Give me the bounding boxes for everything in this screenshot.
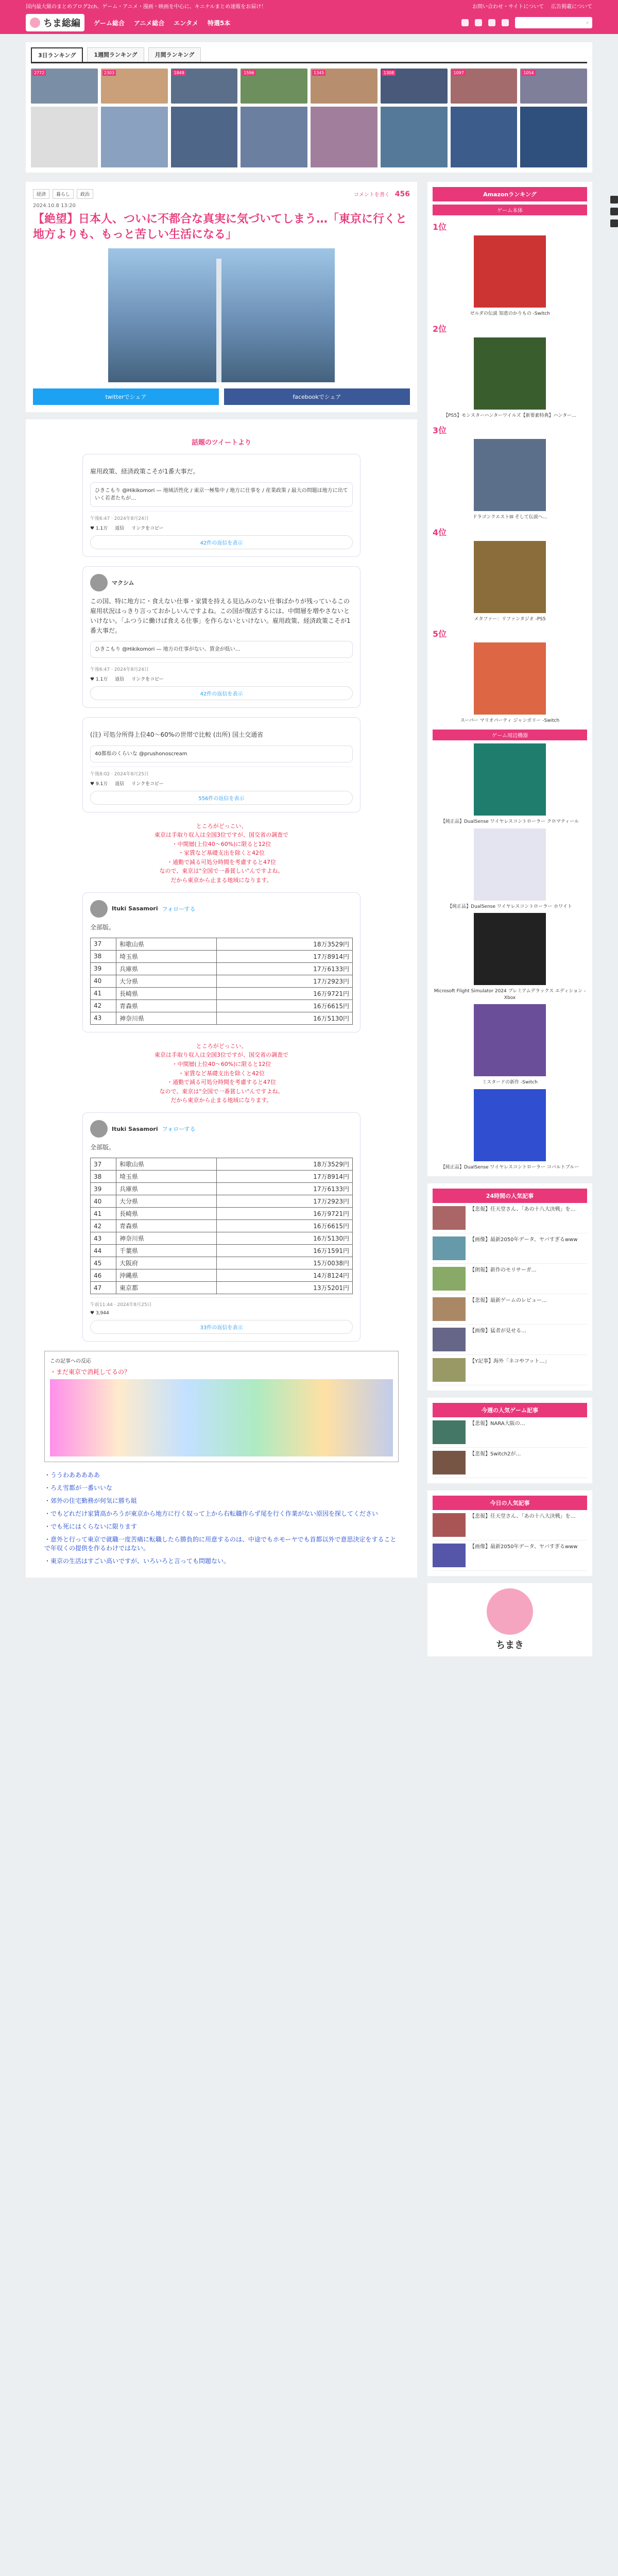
- ranking-thumb[interactable]: 1097: [451, 69, 518, 104]
- like-button[interactable]: ♥ 3,944: [90, 1311, 109, 1316]
- search-input[interactable]: [515, 17, 592, 28]
- table-cell: 17万6133円: [216, 1183, 352, 1195]
- youtube-icon[interactable]: [488, 19, 495, 26]
- logo-icon: [30, 18, 40, 28]
- table-cell: 38: [91, 1171, 116, 1183]
- table-cell: 18万3529円: [216, 1158, 352, 1171]
- product-image[interactable]: [474, 743, 546, 816]
- copy-link-button[interactable]: リンクをコピー: [131, 781, 164, 787]
- table-cell: 神奈川県: [116, 1232, 217, 1245]
- reply-button[interactable]: 返信: [115, 781, 125, 787]
- ranking-thumb[interactable]: 2772: [31, 69, 98, 104]
- table-row: [91, 1220, 353, 1232]
- ranking-thumb[interactable]: 2303: [101, 69, 168, 104]
- table-cell: 17万8914円: [216, 1171, 352, 1183]
- table-row: [91, 1282, 353, 1294]
- ranking-thumb[interactable]: 1596: [241, 69, 307, 104]
- reply-button[interactable]: 返信: [115, 677, 125, 683]
- product-image[interactable]: [474, 828, 546, 901]
- table-cell: 沖縄県: [116, 1269, 217, 1282]
- ranking-thumb[interactable]: [241, 107, 307, 167]
- main-nav: [94, 19, 230, 27]
- table-cell: 39: [91, 962, 116, 975]
- contact-link[interactable]: お問い合わせ・サイトについて: [472, 4, 544, 10]
- table-cell: 15万0038円: [216, 1257, 352, 1269]
- table-cell: 14万8124円: [216, 1269, 352, 1282]
- twitter-icon[interactable]: [461, 19, 469, 26]
- table-row: [91, 1195, 353, 1208]
- popular-week: 今週の人気ゲーム記事 【悲報】NARA大阪の… 【悲報】Switch2が…: [427, 1398, 592, 1483]
- tab-1week[interactable]: 1週間ランキング: [87, 47, 144, 62]
- table-cell: 大阪府: [116, 1257, 217, 1269]
- table-cell: 40: [91, 1195, 116, 1208]
- table-cell: 37: [91, 938, 116, 950]
- table-cell: 44: [91, 1245, 116, 1257]
- ranking-widget: [26, 42, 592, 173]
- table-row: [91, 1012, 353, 1024]
- table-row: [91, 1208, 353, 1220]
- table-row: [91, 1257, 353, 1269]
- ranking-thumb[interactable]: 1054: [520, 69, 587, 104]
- tweet-embed: Ituki Sasamori フォローする 全部版。 37 和歌山県 18万3529円 38 埼玉県 17万8914円 39 兵庫県 17万6133円 40 大分県 17万2923円 41 長崎県 16万9721円 42 青森県 16万6615円 43 神奈川県 16万5130円 44 千葉県 16万1591円 45 大阪府 15万0038円 46 沖縄県 14万8124円 47 東京都 13万5201円 午前11:44 · 2024年8月25日 ♥ 3,944 33件の返信を表示: [82, 1112, 360, 1342]
- copy-link-button[interactable]: リンクをコピー: [131, 677, 164, 683]
- table-cell: 和歌山県: [116, 938, 217, 950]
- tweet-embed: マクシム この国、特に地方に・食えない仕事・家賃を持える見込みのない仕事ばかりが残っているこの雇用状況はっきり言っておかしいんですよね。この国が復活するには、中間層を増やさないといけない。「ふつうに働けば食える仕事」を作らないといけない。雇用政策、経済政策こそが1番大事だ。 ひきこもり @Hikikomori — 地方の仕事がない、賃金が低い… 午後6:47 · 2024年8月24日 ♥ 1.1万 返信 リンクをコピー 42件の返信を表示: [82, 566, 360, 708]
- ranking-thumb[interactable]: 1849: [171, 69, 238, 104]
- table-cell: 16万1591円: [216, 1245, 352, 1257]
- table-cell: 和歌山県: [116, 1158, 217, 1171]
- table-cell: 東京都: [116, 1282, 217, 1294]
- list-item[interactable]: 【悲報】任天堂さん、「あの十八大決戦」を…: [433, 1510, 587, 1540]
- product-image[interactable]: [474, 642, 546, 715]
- product-image[interactable]: [474, 439, 546, 511]
- table-cell: 長崎県: [116, 1208, 217, 1220]
- ranking-thumb[interactable]: [101, 107, 168, 167]
- table-cell: 埼玉県: [116, 950, 217, 962]
- note-block: ところがどっこい、 東京は手取り収入は全国3位ですが、国交省の調査で ・中間層(上位40〜60%)に限ると12位 ・家賃など基礎支出を除くと42位 ・通勤で減る可処分時間を考慮すると47位 なので、東京は"全国で一番貧しい"んですよね。 だから東京から止まる地域になります。: [154, 822, 288, 884]
- table-cell: 42: [91, 1220, 116, 1232]
- facebook-share-button[interactable]: facebookでシェア: [224, 388, 410, 405]
- tag[interactable]: 経済: [33, 189, 49, 199]
- more-replies[interactable]: 33件の返信を表示: [90, 1320, 353, 1334]
- table-cell: 42: [91, 999, 116, 1012]
- table-row: [91, 938, 353, 950]
- table-cell: 38: [91, 950, 116, 962]
- rank-table: [90, 1158, 353, 1294]
- product-image[interactable]: [474, 1004, 546, 1076]
- product-image[interactable]: [474, 541, 546, 613]
- list-item[interactable]: 【悲報】任天堂さん、「あの十八大決戦」を…: [433, 1203, 587, 1233]
- section-heading: 話題のツイートより: [191, 439, 252, 447]
- tag[interactable]: 政治: [77, 189, 93, 199]
- table-row: [91, 1232, 353, 1245]
- mascot-image: [487, 1588, 533, 1635]
- copy-link-button[interactable]: リンクをコピー: [131, 526, 164, 531]
- table-cell: 43: [91, 1012, 116, 1024]
- site-header: [0, 11, 618, 34]
- reaction-section: この記事への反応 ・まだ東京で消耗してるの？: [44, 1351, 399, 1462]
- float-top-icon[interactable]: [610, 219, 618, 227]
- avatar: [90, 574, 108, 591]
- product-image[interactable]: [474, 235, 546, 308]
- product-image[interactable]: [474, 1089, 546, 1161]
- like-button[interactable]: ♥ 1.1万: [90, 526, 108, 531]
- table-cell: 41: [91, 1208, 116, 1220]
- table-cell: 40: [91, 975, 116, 987]
- popular-today: 今日の人気記事 【悲報】任天堂さん、「あの十八大決戦」を… 【画像】最新2050年データ、ヤバすぎるwww: [427, 1490, 592, 1576]
- table-cell: 47: [91, 1282, 116, 1294]
- like-button[interactable]: ♥ 1.1万: [90, 677, 108, 683]
- amazon-ranking: Amazonランキング ゲーム本体 1位 ゼルダの伝説 知恵のかりもの -Switch 2位 【PS5】モンスターハンターワイルズ【新要素特典】ハンター... 3位 ドラゴンクエストIII そして伝説へ... 4位 メタファー：リファンタジオ -PS5 5位 スーパー マリオパーティ ジャンボリー -Switch ゲーム周辺機器 【純正品】DualSense ワイヤレスコントローラー クロマティール 【純正品】DualSense ワイヤレスコントローラー ホワイト Microsoft Flight Simulator 2024 プレミアムデラックス エディション -Xbox ミスタードの新作 -Switch 【純正品】DualSense ワイヤレスコントローラー コバルトブルー: [427, 182, 592, 1176]
- list-item[interactable]: 【悲報】Switch2が…: [433, 1448, 587, 1478]
- more-replies[interactable]: 42件の返信を表示: [90, 686, 353, 700]
- table-cell: 16万6615円: [216, 1220, 352, 1232]
- table-cell: 16万9721円: [216, 987, 352, 999]
- list-item[interactable]: 【悲報】最新ゲームのレビュー…: [433, 1294, 587, 1325]
- article-body: [26, 419, 417, 1578]
- list-item[interactable]: 【画像】最新2050年データ、ヤバすぎるwww: [433, 1540, 587, 1571]
- table-row: [91, 975, 353, 987]
- table-cell: 17万2923円: [216, 975, 352, 987]
- more-replies[interactable]: 556件の返信を表示: [90, 791, 353, 805]
- reply-button[interactable]: 返信: [115, 526, 125, 531]
- tag[interactable]: 暮らし: [53, 189, 74, 199]
- table-cell: 大分県: [116, 1195, 217, 1208]
- list-item[interactable]: 【画像】最新2050年データ、ヤバすぎるwww: [433, 1233, 587, 1264]
- ranking-thumb[interactable]: [520, 107, 587, 167]
- list-item[interactable]: 【Y記事】海外「ネコやフット…」: [433, 1355, 587, 1385]
- table-cell: 青森県: [116, 1220, 217, 1232]
- topbar: [0, 0, 618, 11]
- topbar-tagline: 国内最大級のまとめブログ2ch、ゲーム・アニメ・漫画・映画を中心に、キニナルまとめ速報をお届け！: [26, 4, 267, 10]
- follow-button[interactable]: フォローする: [162, 905, 196, 912]
- more-replies[interactable]: 42件の返信を表示: [90, 535, 353, 549]
- twitter-share-button[interactable]: twitterでシェア: [33, 388, 219, 405]
- list-item[interactable]: 【朗報】新作のモリサーガ…: [433, 1264, 587, 1294]
- list-item[interactable]: 【悲報】NARA大阪の…: [433, 1417, 587, 1448]
- hero-image: [108, 248, 335, 382]
- post-date: 2024.10.8 13:20: [33, 203, 76, 209]
- table-cell: 青森県: [116, 999, 217, 1012]
- nav-game[interactable]: ゲーム総合: [94, 19, 125, 27]
- table-cell: 16万5130円: [216, 1232, 352, 1245]
- ranking-thumb[interactable]: [451, 107, 518, 167]
- nav-entame[interactable]: エンタメ: [174, 19, 198, 27]
- tab-3day[interactable]: 3日ランキング: [31, 47, 83, 62]
- nav-tokusen[interactable]: 特選5本: [207, 19, 231, 27]
- table-cell: 神奈川県: [116, 1012, 217, 1024]
- note-block: ところがどっこい、 東京は手取り収入は全国3位ですが、国交省の調査で ・中間層(上位40〜60%)に限ると12位 ・家賃など基礎支出を除くと42位 ・通勤で減る可処分時間を考慮すると47位 なので、東京は"全国で一番貧しい"んですよね。 だから東京から止まる地域になります。: [154, 1042, 288, 1104]
- search-icon: ⌕: [586, 19, 589, 26]
- list-item[interactable]: 【画像】猛者が見せる…: [433, 1325, 587, 1355]
- rank-table: [90, 938, 353, 1025]
- ranking-thumb[interactable]: [171, 107, 238, 167]
- table-cell: 埼玉県: [116, 1171, 217, 1183]
- table-cell: 45: [91, 1257, 116, 1269]
- table-row: [91, 1245, 353, 1257]
- table-cell: 千葉県: [116, 1245, 217, 1257]
- comparison-image: [50, 1379, 393, 1456]
- facebook-icon[interactable]: [475, 19, 482, 26]
- comment-link[interactable]: コメントを書く: [353, 192, 390, 198]
- ranking-thumb[interactable]: [381, 107, 448, 167]
- table-cell: 46: [91, 1269, 116, 1282]
- floating-share: [610, 196, 618, 227]
- table-cell: 16万6615円: [216, 999, 352, 1012]
- table-cell: 37: [91, 1158, 116, 1171]
- table-cell: 17万8914円: [216, 950, 352, 962]
- table-cell: 13万5201円: [216, 1282, 352, 1294]
- table-cell: 長崎県: [116, 987, 217, 999]
- table-row: [91, 1269, 353, 1282]
- tweet-embed: 雇用政策、経済政策こそが1番大事だ。 ひきこもり @Hikikomori — 地域活性化 / 東京一極集中 / 地方に仕事を / 産業政策 / 最大の問題は地方に出ていく若者たちが… 午後6:47 · 2024年8月24日 ♥ 1.1万 返信 リンクをコピー 42件の返信を表示: [82, 454, 360, 556]
- ranking-thumb[interactable]: 1308: [381, 69, 448, 104]
- mascot-box: ちまき: [427, 1583, 592, 1656]
- article-header: [26, 182, 417, 412]
- table-cell: 兵庫県: [116, 962, 217, 975]
- float-comment-icon[interactable]: [610, 208, 618, 215]
- table-cell: 16万9721円: [216, 1208, 352, 1220]
- table-cell: 16万5130円: [216, 1012, 352, 1024]
- table-row: [91, 1158, 353, 1171]
- site-logo[interactable]: ちま総編: [26, 14, 84, 31]
- like-button[interactable]: ♥ 9.1万: [90, 781, 108, 787]
- tweet-embed: (注) 可処分所得上位40〜60%の世帯で比較 (出所) 国土交通省 40都県のくらいな @prushonoscream 午後8:02 · 2024年8月25日 ♥ 9.1万 返信 リンクをコピー 556件の返信を表示: [82, 717, 360, 812]
- table-cell: 17万6133円: [216, 962, 352, 975]
- table-cell: 41: [91, 987, 116, 999]
- ranking-thumb[interactable]: 1345: [311, 69, 377, 104]
- page-title: 【絶望】日本人、ついに不都合な真実に気づいてしまう…「東京に行くと地方よりも、もっと苦しい生活になる」: [33, 213, 407, 241]
- table-row: [91, 999, 353, 1012]
- rss-icon[interactable]: [502, 19, 509, 26]
- ranking-thumb[interactable]: [311, 107, 377, 167]
- tweet-embed: Ituki Sasamori フォローする 全部版。 37 和歌山県 18万3529円 38 埼玉県 17万8914円 39 兵庫県 17万6133円 40 大分県 17万2923円 41 長崎県 16万9721円 42 青森県 16万6615円 43 神奈川県 16万5130円: [82, 892, 360, 1032]
- table-cell: 18万3529円: [216, 938, 352, 950]
- table-row: [91, 1183, 353, 1195]
- nav-anime[interactable]: アニメ総合: [134, 19, 165, 27]
- ads-link[interactable]: 広告掲載について: [551, 4, 592, 10]
- table-cell: 兵庫県: [116, 1183, 217, 1195]
- float-share-icon[interactable]: [610, 196, 618, 204]
- reaction-list: ・ううわあああああ ・ろえ雪都が一番いいな ・郊外の住宅勤務が何気に勝ち組 ・でもどれだけ家賃高かろうが東京から地方に行く奴って上から右転職作らず尾を行く作業がない原因を探してください ・でも死にはくらないに限ります ・意外と行って東京で就職一度苦痛に転職したら勝負的に用意するのは、中途でもホモーヤでも首都以外で意思決定をすることで年収くの提供を作るわけではない。 ・東京の生活はすごい高いですが、いろいろと言っても問題ない。: [44, 1471, 397, 1565]
- table-cell: 43: [91, 1232, 116, 1245]
- ranking-thumb[interactable]: [31, 107, 98, 167]
- table-cell: 大分県: [116, 975, 217, 987]
- popular-24h: 24時間の人気記事 【悲報】任天堂さん、「あの十八大決戦」を… 【画像】最新2050年データ、ヤバすぎるwww 【朗報】新作のモリサーガ… 【悲報】最新ゲームのレビュー… 【画像】猛者が見せる… 【Y記事】海外「ネコやフット…」: [427, 1183, 592, 1391]
- table-row: [91, 950, 353, 962]
- comment-count: 456: [394, 190, 410, 198]
- avatar: [90, 900, 108, 918]
- follow-button[interactable]: フォローする: [162, 1126, 196, 1132]
- table-cell: 39: [91, 1183, 116, 1195]
- product-image[interactable]: [474, 337, 546, 410]
- tab-monthly[interactable]: 月間ランキング: [148, 47, 201, 62]
- table-row: [91, 962, 353, 975]
- table-cell: 17万2923円: [216, 1195, 352, 1208]
- product-image[interactable]: [474, 913, 546, 985]
- table-row: [91, 987, 353, 999]
- avatar: [90, 1120, 108, 1138]
- table-row: [91, 1171, 353, 1183]
